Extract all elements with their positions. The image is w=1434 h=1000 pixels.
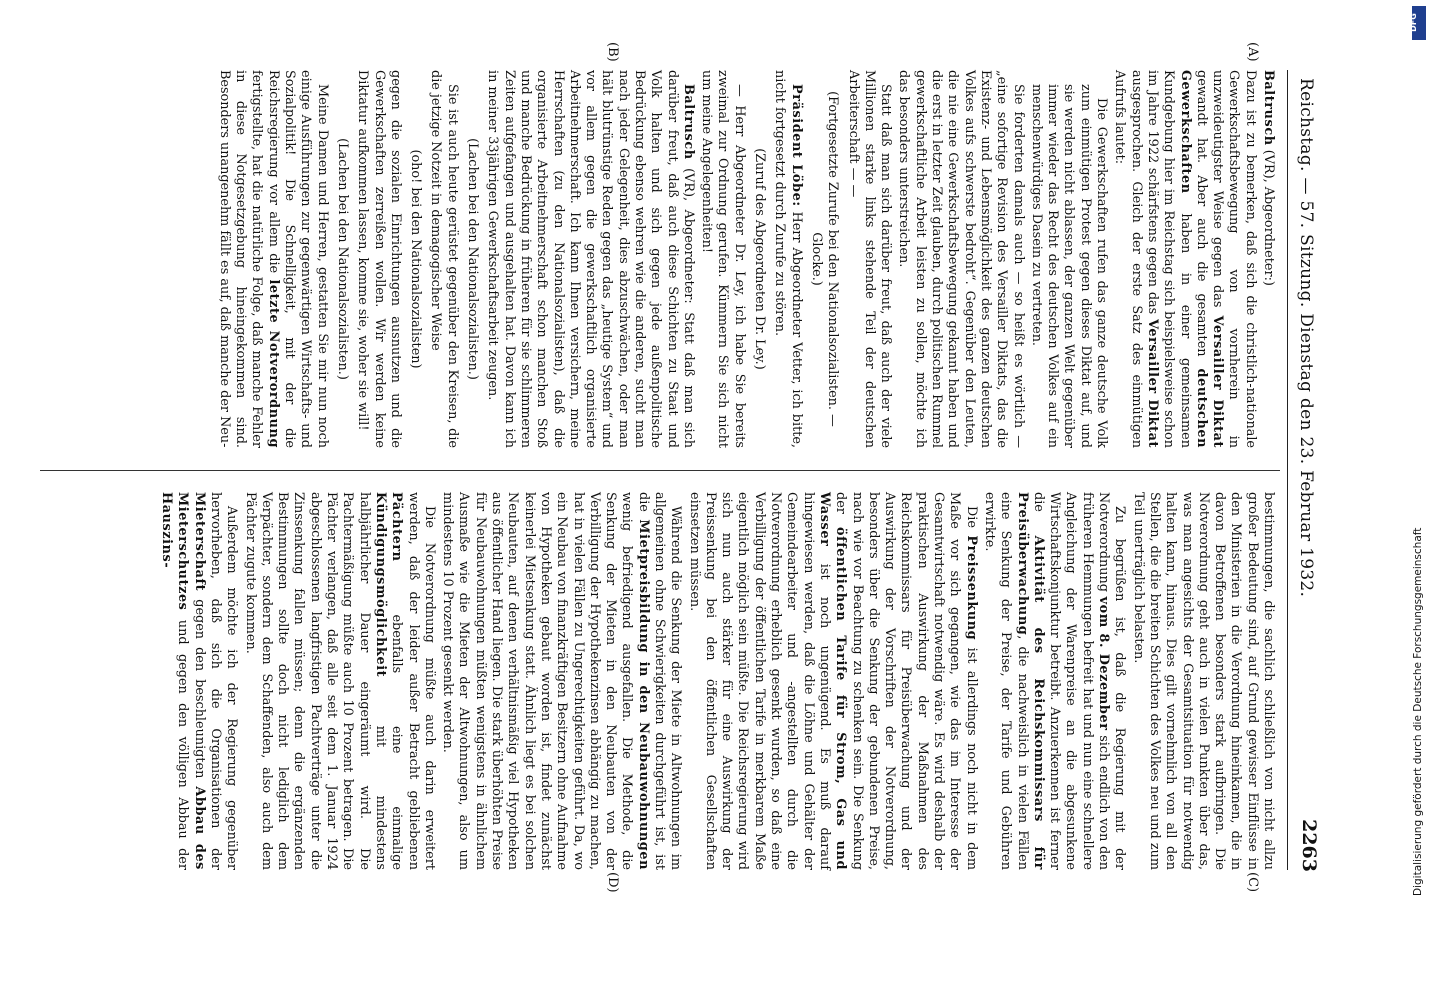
text-run: haben in einer gemeinsamen Kundgebung hier im Reichstag sich beispielsweise schon im Jahre 1922 schärfstens gegen das [1144,70,1193,448]
emphasis: deutschen Gewerkschaften [1177,70,1209,448]
paragraph [241,492,437,870]
speaker-name: Baltrusch [680,84,696,160]
paragraph: bestimmungen, die sachlich schließlich von nicht allzu großer Bedeutung sind, auf Grund gewisser Einflüsse in den Ministerien in die Verordnung hineinkamen, die in davon Betroffenen besonders stark aufbringen. Die Notverordnung geht auch in vielen Punkten über das, was man angesichts der Gesamtsituation für notwendig halten kann, hinaus. Dies gilt vornehmlich von all den Stellen, die die breiten Schichten des Volkes neu und zum Teil unerträglich belasten. [1130,492,1276,870]
emphasis: Versailler Diktat [1210,315,1226,448]
text-run: und gegen den völligen Abbau der [175,610,191,870]
text-run: Meine Damen und Herren, gestatten Sie mir nun noch einige Ausführungen zur gegenwärtigen Wirtschafts- und Sozialpolitik! Die Schnelligkeit, mit der die Reichsregierung vor allem die [265,70,330,448]
paragraph [484,70,696,448]
margin-mark-a: (A) [1245,42,1260,62]
text-run: gewandt hat. Aber auch die gesamten [1193,70,1209,369]
paragraph [1260,70,1276,448]
emphasis: Pächtern [389,492,405,562]
header-title: Reichstag. — 57. Sitzung. Dienstag den 23. Februar 1932. [1296,78,1316,598]
stage-direction: (oho! bei den Nationalsozialisten) [408,149,424,369]
text-run: ebenfalls eine einmalige [389,561,405,870]
header-rule [1287,70,1288,870]
paragraph: Sie forderten damals auch — so heißt es wörtlich — „eine sofortige Revision des Versailler Diktats, das die Existenz- und Lebensmöglichkeit des ganzen deutschen Volkes aufs schwerste bedroht“. Gegenüber den Leuten, die nie eine Gewerkschaftsbewegung gekannt haben und die erst in letzter Zeit glauben, durch politischen Rummel gewerkschaftliche Arbeit leisten zu sollen, möchte ich das besonders unterstreichen. [896,70,1026,448]
emphasis: letzte Notverordnung [265,279,281,448]
text-run: ist noch ungenügend. Es muß darauf hingewiesen werden, daß die Löhne und Gehälter der Gemeindearbeiter und -angestellten durch die Notverordnung erheblich gesenkt wurden, so daß eine Verbilligung der öffentlichen Tarife in merkbarem Maße eigentlich möglich sein müßte. Die Reichsregierung wird sich nun auch stärker für eine Auswirkung der Preissenkung bei den öffentlichen Gesellschaften einsetzen müssen. [686,492,832,870]
text-run: , die nachweislich in vielen Fällen eine Senkung der Preise, der Tarife und Gebühren erwirkte. [981,492,1030,870]
margin-mark-b: (B) [605,42,620,62]
page-number: 2263 [1298,819,1320,872]
paragraph: gegen die sozialen Einrichtungen ausnutzen und die Gewerkschaften zerreißen wollen. Wir werden keine Diktatur aufkommen lassen, komme sie, woher sie will! [355,70,403,448]
paragraph [685,492,978,870]
emphasis: vom 8. Dezember [1096,596,1112,731]
text-run: Während die Senkung der Miete in Altwohnungen im allgemeinen ohne Schwierigkeiten durchgeführt ist, ist die [635,492,684,870]
emphasis: Hauszins- [159,492,175,569]
text-run: Die Notverordnung müßte auch darin erweitert werden, daß der leider außer Betracht gebliebenen [405,492,437,870]
paragraph [981,492,1128,870]
stage-direction: (Lachen bei den Nationalsozialisten.) [465,138,481,380]
stage-direction: (Zuruf des Abgeordneten Dr. Ley.) [752,148,768,370]
text-run: Dazu ist zu bemerken, daß sich die christlich-nationale Gewerkschaftsbewegung von vornherein in unzweideutigster Weise gegen das [1210,70,1258,448]
speaker-name: Baltrusch [1261,70,1276,146]
quotation: Die Gewerkschaften rufen das ganze deutsche Volk zum einmütigen Protest gegen dieses Diktat auf, und sie werden nicht ablassen, der ganzen Welt gegenüber immer wieder das Recht des deutschen Volkes auf ein menschenwürdiges Dasein zu vertreten. [1028,84,1110,448]
text-run: gegen den beschleunigten [191,591,207,787]
margin-mark-d: (D) [605,872,620,893]
emphasis: öffentlichen Tarife für Strom, Gas und Wasser [816,492,849,870]
margin-mark-c: (C) [1245,872,1260,893]
text-run: (VR), Abgeordneter: Statt daß man sich darüber freut, daß auch diese Schichten zu Staat und Volk halten und sich gegen jede außenpolitische Bedrückung ebenso wehren wie die anderen, sucht man nach jeder Gelegenheit, dies abzuschwächen, oder man hält blutrünstige Reden gegen das „heutige System“ und vor allem gegen die gewerkschaftlich organisierte Arbeitnehmerschaft. Ich kann Ihnen versichern, meine Herrschaften (zu den Nationalsozialisten), daß die organisierte Arbeitnehmerschaft schon manchen Stoß und manche Bedrückung in früheren für sie schlimmeren Zeiten aufgefangen und ausgehalten hat. Davon kann ich in meiner 33jährigen Gewerkschaftsarbeit zeugen. [485,70,696,448]
text-run: Herr Abgeordneter Vetter, ich bitte, nicht fortgesetzt durch Zurufe zu stören. [772,70,804,448]
paragraph [216,70,330,448]
dfg-sidebar [1410,6,1430,994]
digitization-credit: Digitalisierung gefördert durch die Deutsche Forschungsgemeinschaft [1412,527,1424,896]
emphasis: Aktivität des Reichskommissars für Preisüberwachung [1014,492,1046,870]
paragraph [1111,70,1258,448]
paragraph [439,492,683,870]
text-run: wenig befriedigend ausgefallen. Die Methode, die Senkung der Mieten in den Neubauten von der Verbilligung der Hypothekenzinsen abhängig zu machen, hat in vielen Fällen zu Ungerechtigkeiten geführt. Da, wo ein Neubau von finanzkräftigen Besitzern ohne Aufnahme von Hypotheken gebaut worden ist, findet zunächst keinerlei Mietsenkung statt. Ähnlich liegt es bei solchen Neubauten, auf denen verhältnismäßig viel Hypotheken aus öffentlicher Hand liegen. Die stark überhöhten Preise für Neubauwohnungen müßten wenigstens in ähnlichem Ausmaße wie die Mieten der Altwohnungen, also um mindestens 10 Prozent gesenkt werden. [440,492,635,870]
text-run: fertigstellte, hat die natürliche Folge, daß manche Fehler in diese Notgesetzgebung hineingekommen sind. Besonders unangenehm fällt es auf, daß manche der Neu- [216,70,265,448]
paragraph: Sie ist auch heute gerüstet gegenüber den Kreisen, die die jetzige Notzeit in demagogischer Weise [428,70,460,448]
text-run: sich endlich von den früheren Hemmungen befreit hat und nun eine schnellere Angleichung der Warenpreise an die abgesunkene Wirtschaftskonjunktur betreibt. Anzuerkennen ist ferner die [1030,492,1112,871]
column-divider [40,470,1280,471]
paragraph: — Herr Abgeordneter Dr. Ley, ich habe Sie bereits zweimal zur Ordnung gerufen. Kümmern Sie sich nicht um meine Angelegenheiten! [699,70,747,448]
right-column [156,492,1276,870]
speaker-name: Präsident Löbe: [788,84,804,207]
stage-direction: (Lachen bei den Nationalsozialisten.) [334,138,350,380]
emphasis: Kündigungsmöglichkeit [372,492,388,678]
page-header [1290,60,1320,880]
emphasis: Abbau des Mieterschutzes [175,492,207,870]
emphasis: Mietpreisbildung in den Neubauwohnungen [635,519,651,870]
left-column [214,70,1276,448]
text-run: Die [963,506,979,536]
speaker-role: (VR), Abgeordneter:) [1261,145,1276,286]
stage-direction: (Fortgesetzte Zurufe bei den Nationalsozialisten. — Glocke.) [808,91,841,427]
emphasis: Preissenkung [963,535,979,641]
emphasis: Versailler Diktat [1144,319,1160,448]
text-run: ausgesprochen. Gleich der erste Satz des einmütigen Aufrufs lautet: [1112,70,1144,448]
paragraph [158,492,239,870]
rotated-document-page [20,42,1320,893]
text-run: ist allerdings noch nicht in dem Maße vor sich gegangen, wie das im Interesse der Gesamtwirtschaft notwendig wäre. Es wird deshalb der praktischen Auswirkung der Maßnahmen des Reichskommissars für Preisüberwachung und der Auswirkung der Vorschriften der Notverordnung, besonders über die Senkung der gebundenen Preise, nach wie vor Beachtung zu schenken sein. Die Senkung der [833,492,979,870]
emphasis: Mieterschaft [191,492,207,592]
paragraph: Statt daß man sich darüber freut, daß auch der viele Millionen starke links stehende Teil der deutschen Arbeiterschaft — — [845,70,894,448]
paragraph [771,70,804,448]
text-run: mit mindestens halbjährlicher Dauer eingeräumt wird. Die Pachtermäßigung müßte auch 10 Prozent betragen. Die Pächter verlangen, daß alle seit dem 1. Januar 1924 abgeschlossenen langfristigen Pachtverträge unter die Zinssenkung fallen müssen; denn die ergänzenden Bestimmungen sollte doch nicht lediglich dem Verpächter, sondern dem Schaffenden, also auch dem Pächter zugute kommen. [242,492,388,870]
text-run: Zu begrüßen ist, daß die Regierung mit der Notverordnung [1096,492,1128,870]
dfg-logo-text: DFG [1408,13,1418,32]
text-run: Außerdem möchte ich der Regierung gegenüber hervorheben, daß sich die Organisationen der [208,492,240,870]
